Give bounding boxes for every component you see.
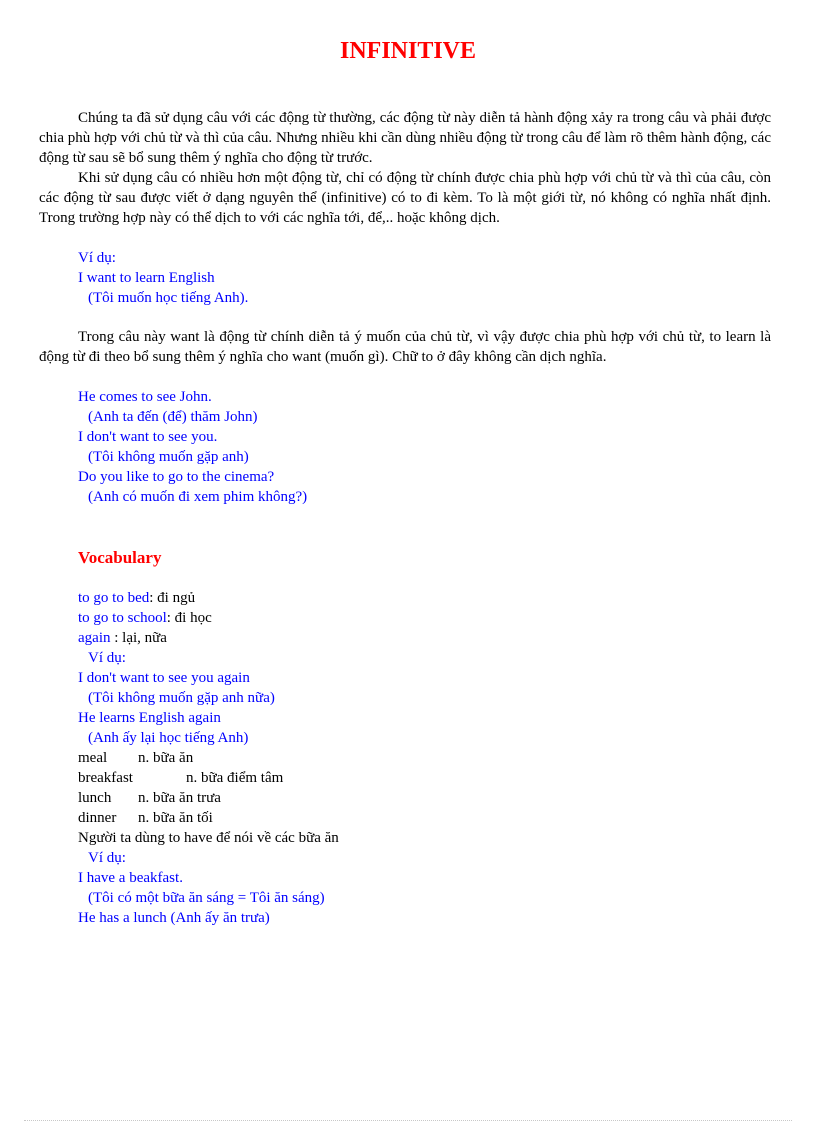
example-translation: (Tôi không muốn gặp anh) [88,449,249,465]
vocab-separator: : [166,610,175,626]
intro-paragraph-2: Khi sử dụng câu có nhiều hơn một động từ, chỉ có động từ chính được chia phù hợp với chủ từ và thì của câu, còn các động từ sau được viết ở dạng nguyên thể (infinitive) có to đi kèm. To là một giới từ, nó không có nghĩa nhất định. Trong trường hợp này có thể dịch to với các nghĩa tới, để,.. hoặc không dịch. [39,170,771,226]
example-translation: (Anh ấy lại học tiếng Anh) [88,730,249,746]
vocabulary-heading: Vocabulary [78,548,162,567]
example-translation: (Tôi muốn học tiếng Anh). [88,290,249,306]
example-english: He comes to see John. [78,389,212,405]
vocab-item [78,608,212,628]
example-english: I have a beakfast. [78,870,183,886]
meal-item [78,748,193,768]
example-english: Do you like to go to the cinema? [78,469,275,485]
vocab-term: to go to school [78,610,167,626]
example-translation: (Tôi có một bữa ăn sáng = Tôi ăn sáng) [88,890,325,906]
example-label: Ví dụ: [88,650,126,666]
example-label: Ví dụ: [78,250,116,266]
example-label: Ví dụ: [88,850,126,866]
vocab-meaning: lại, nữa [122,630,167,646]
page-bottom-rule [24,1120,792,1121]
example-english: I don't want to see you. [78,429,218,445]
meal-meaning: n. bữa ăn [138,750,194,766]
example-translation: (Anh có muốn đi xem phim không?) [88,489,308,505]
vocab-separator: : [149,590,158,606]
vocab-separator: : [110,630,123,646]
meal-meaning: n. bữa ăn trưa [138,790,221,806]
explanation-paragraph: Trong câu này want là động từ chính diễn tả ý muốn của chủ từ, vì vậy được chia phù hợp với chủ từ, to learn là động từ đi theo bổ sung thêm ý nghĩa cho want (muốn gì). Chữ to ở đây không cần dịch nghĩa. [39,329,771,365]
meal-meaning: n. bữa điểm tâm [186,770,284,786]
vocab-meaning: đi ngủ [157,590,196,606]
example-english: I don't want to see you again [78,670,250,686]
vocab-item [78,588,195,608]
example-english: He has a lunch (Anh ấy ăn trưa) [78,910,270,926]
vocab-term: again [78,630,111,646]
meal-term: lunch [78,790,112,806]
meal-item [78,768,283,788]
vocab-item [78,628,167,648]
meal-item [78,808,213,828]
usage-note: Người ta dùng to have để nói về các bữa ăn [78,830,339,846]
example-english: I want to learn English [78,270,215,286]
example-english: He learns English again [78,710,221,726]
meal-term: breakfast [78,770,133,786]
meal-item [78,788,221,808]
vocab-term: to go to bed [78,590,150,606]
example-translation: (Anh ta đến (để) thăm John) [88,409,258,425]
meal-term: dinner [78,810,117,826]
meal-term: meal [78,750,108,766]
page-title: INFINITIVE [339,38,477,64]
vocab-meaning: đi học [174,610,212,626]
example-translation: (Tôi không muốn gặp anh nữa) [88,690,275,706]
intro-paragraph-1: Chúng ta đã sử dụng câu với các động từ thường, các động từ này diễn tả hành động xảy ra trong câu và phải được chia phù hợp với chủ từ và thì của câu. Nhưng nhiều khi cần dùng nhiều động từ trong câu để làm rõ thêm hành động, các động từ sau sẽ bổ sung thêm ý nghĩa cho động từ trước. [39,110,771,166]
meal-meaning: n. bữa ăn tối [138,810,213,826]
